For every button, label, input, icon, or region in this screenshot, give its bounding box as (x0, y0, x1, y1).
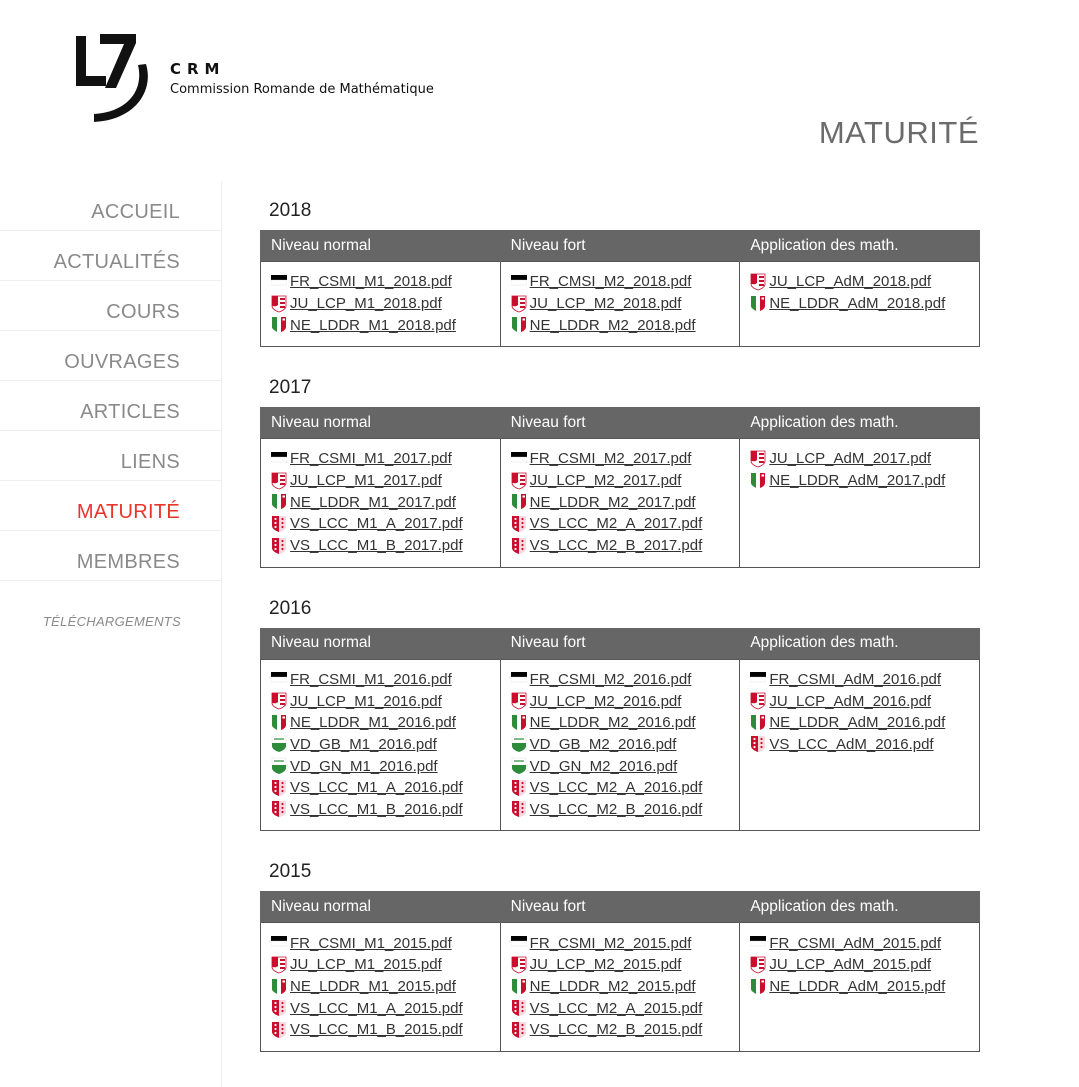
pdf-link[interactable]: VS_LCC_M1_B_2015.pdf (290, 1021, 463, 1039)
file-item (271, 777, 490, 799)
vs-flag-icon (511, 779, 527, 797)
file-item (750, 712, 969, 734)
file-list-application-des-math (740, 923, 980, 1051)
ne-flag-icon (750, 472, 766, 490)
year-section-2016 (260, 598, 980, 832)
file-list-niveau-fort (500, 262, 740, 347)
file-item (271, 997, 490, 1019)
file-item (511, 712, 730, 734)
pdf-link[interactable]: NE_LDDR_AdM_2015.pdf (769, 978, 946, 996)
pdf-link[interactable]: JU_LCP_M1_2017.pdf (290, 472, 442, 490)
vs-flag-icon (511, 537, 527, 555)
column-header-niveau-normal: Niveau normal (261, 891, 501, 923)
vs-flag-icon (271, 1021, 287, 1039)
pdf-link[interactable]: VS_LCC_M1_B_2017.pdf (290, 537, 463, 555)
ne-flag-icon (271, 316, 287, 334)
ju-flag-icon (750, 692, 766, 710)
file-item (511, 954, 730, 976)
fr-flag-icon (511, 450, 527, 468)
brand (170, 60, 434, 97)
nav-item-label: ACCUEIL (91, 201, 180, 223)
file-list-niveau-normal (261, 659, 501, 831)
file-item (511, 1019, 730, 1041)
file-item (271, 535, 490, 557)
ne-flag-icon (511, 978, 527, 996)
pdf-link[interactable]: NE_LDDR_M2_2016.pdf (529, 714, 696, 732)
vs-flag-icon (750, 735, 766, 753)
ne-flag-icon (511, 714, 527, 732)
file-item (271, 669, 490, 691)
table-row (261, 923, 980, 1051)
vd-flag-icon (511, 757, 527, 775)
vs-flag-icon (271, 800, 287, 818)
pdf-link[interactable]: NE_LDDR_AdM_2016.pdf (769, 714, 946, 732)
column-header-niveau-normal: Niveau normal (261, 628, 501, 660)
file-list-niveau-fort (500, 439, 740, 567)
year-heading: 2015 (269, 861, 312, 883)
file-item (511, 491, 730, 513)
pdf-link[interactable]: NE_LDDR_M2_2017.pdf (529, 493, 696, 511)
vs-flag-icon (511, 999, 527, 1017)
nav-item-label: COURS (106, 301, 180, 323)
pdf-link[interactable]: FR_CMSI_M2_2018.pdf (529, 273, 692, 291)
file-item (750, 293, 969, 315)
ne-flag-icon (271, 714, 287, 732)
vd-flag-icon (271, 735, 287, 753)
pdf-link[interactable]: VD_GN_M2_2016.pdf (529, 757, 678, 775)
pdf-link[interactable]: JU_LCP_AdM_2015.pdf (769, 956, 932, 974)
pdf-link[interactable]: JU_LCP_M2_2017.pdf (529, 472, 682, 490)
ju-flag-icon (511, 956, 527, 974)
nav-item-label: MATURITÉ (76, 501, 180, 523)
pdf-link[interactable]: JU_LCP_M2_2018.pdf (529, 295, 682, 313)
file-item (271, 712, 490, 734)
pdf-link[interactable]: NE_LDDR_M2_2018.pdf (529, 316, 696, 334)
pdf-link[interactable]: NE_LDDR_M1_2016.pdf (290, 714, 456, 732)
file-list-niveau-normal (261, 262, 501, 347)
nav-item-cours[interactable] (0, 281, 221, 331)
ne-flag-icon (750, 714, 766, 732)
file-list-niveau-normal (261, 923, 501, 1051)
nav-item-articles[interactable] (0, 381, 221, 431)
brand-full-name: Commission Romande de Mathématique (170, 82, 434, 97)
fr-flag-icon (750, 670, 766, 688)
table-row (261, 262, 980, 347)
pdf-link[interactable]: VS_LCC_AdM_2016.pdf (769, 735, 934, 753)
column-header-niveau-fort: Niveau fort (500, 230, 740, 262)
pdf-link[interactable]: JU_LCP_M1_2016.pdf (290, 692, 442, 710)
pdf-link[interactable]: VS_LCC_M2_A_2016.pdf (529, 779, 703, 797)
ju-flag-icon (511, 472, 527, 490)
file-item (511, 777, 730, 799)
file-item (511, 734, 730, 756)
file-item (271, 293, 490, 315)
crm-logo-icon (74, 32, 164, 128)
file-item (271, 448, 490, 470)
column-header-niveau-normal: Niveau normal (261, 407, 501, 439)
file-list-application-des-math (740, 439, 980, 567)
pdf-link[interactable]: FR_CSMI_M1_2015.pdf (290, 934, 452, 952)
nav-item-label: ACTUALITÉS (53, 251, 180, 273)
ne-flag-icon (511, 493, 527, 511)
file-item (511, 470, 730, 492)
file-item (750, 470, 969, 492)
column-header-niveau-fort: Niveau fort (500, 891, 740, 923)
vs-flag-icon (511, 1021, 527, 1039)
ne-flag-icon (750, 978, 766, 996)
exam-table (260, 407, 980, 567)
vs-flag-icon (511, 515, 527, 533)
pdf-link[interactable]: FR_CSMI_AdM_2016.pdf (769, 670, 942, 688)
pdf-link[interactable]: NE_LDDR_M1_2017.pdf (290, 493, 456, 511)
year-section-2017 (260, 377, 980, 567)
file-item (511, 669, 730, 691)
vs-flag-icon (271, 999, 287, 1017)
file-item (271, 470, 490, 492)
fr-flag-icon (271, 934, 287, 952)
pdf-link[interactable]: FR_CSMI_M2_2016.pdf (529, 670, 692, 688)
pdf-link[interactable]: FR_CSMI_M2_2015.pdf (529, 934, 692, 952)
ju-flag-icon (750, 450, 766, 468)
vs-flag-icon (271, 537, 287, 555)
file-item (750, 954, 969, 976)
nav-item-label: OUVRAGES (64, 351, 180, 373)
column-header-application-des-math: Application des math. (740, 628, 980, 660)
pdf-link[interactable]: JU_LCP_M1_2018.pdf (290, 295, 442, 313)
file-item (511, 755, 730, 777)
pdf-link[interactable]: NE_LDDR_AdM_2018.pdf (769, 295, 946, 313)
nav-item-ouvrages[interactable] (0, 331, 221, 381)
pdf-link[interactable]: JU_LCP_AdM_2016.pdf (769, 692, 932, 710)
file-item (511, 997, 730, 1019)
file-item (750, 690, 969, 712)
file-item (511, 690, 730, 712)
column-header-application-des-math: Application des math. (740, 230, 980, 262)
ju-flag-icon (511, 692, 527, 710)
ju-flag-icon (750, 956, 766, 974)
pdf-link[interactable]: VS_LCC_M2_A_2017.pdf (529, 515, 703, 533)
nav-item-accueil[interactable] (0, 181, 221, 231)
pdf-link[interactable]: NE_LDDR_M1_2018.pdf (290, 316, 456, 334)
ju-flag-icon (271, 295, 287, 313)
file-item (271, 491, 490, 513)
file-item (511, 293, 730, 315)
file-list-niveau-normal (261, 439, 501, 567)
page-title: MATURITÉ (818, 115, 979, 150)
pdf-link[interactable]: FR_CSMI_M2_2017.pdf (529, 450, 692, 468)
pdf-link[interactable]: VD_GB_M2_2016.pdf (529, 735, 677, 753)
fr-flag-icon (271, 670, 287, 688)
nav-item-label: LIENS (120, 451, 180, 473)
file-item (271, 734, 490, 756)
year-heading: 2017 (269, 377, 312, 399)
ju-flag-icon (271, 956, 287, 974)
vs-flag-icon (271, 779, 287, 797)
nav-item-liens[interactable] (0, 431, 221, 481)
year-heading: 2016 (269, 597, 312, 619)
pdf-link[interactable]: VS_LCC_M1_A_2015.pdf (290, 999, 463, 1017)
file-item (271, 690, 490, 712)
pdf-link[interactable]: FR_CSMI_M1_2018.pdf (290, 273, 452, 291)
vd-flag-icon (271, 757, 287, 775)
sidebar-nav (0, 181, 222, 1087)
nav-item-label: MEMBRES (76, 551, 180, 573)
pdf-link[interactable]: VS_LCC_M2_B_2016.pdf (529, 800, 703, 818)
pdf-link[interactable]: JU_LCP_M2_2016.pdf (529, 692, 682, 710)
column-header-niveau-normal: Niveau normal (261, 230, 501, 262)
crm-logo[interactable] (74, 32, 164, 128)
pdf-link[interactable]: VS_LCC_M1_A_2016.pdf (290, 779, 463, 797)
brand-acronym: CRM (170, 60, 226, 78)
ne-flag-icon (750, 295, 766, 313)
ju-flag-icon (271, 692, 287, 710)
file-item (271, 954, 490, 976)
ju-flag-icon (511, 295, 527, 313)
pdf-link[interactable]: FR_CSMI_M1_2017.pdf (290, 450, 452, 468)
nav-item-maturite[interactable] (0, 481, 221, 531)
file-item (271, 271, 490, 293)
pdf-link[interactable]: VD_GB_M1_2016.pdf (290, 735, 437, 753)
file-item (511, 799, 730, 821)
pdf-link[interactable]: VS_LCC_M2_B_2015.pdf (529, 1021, 703, 1039)
year-section-2018 (260, 200, 980, 347)
fr-flag-icon (271, 273, 287, 291)
file-item (271, 513, 490, 535)
file-item (750, 976, 969, 998)
file-item (271, 799, 490, 821)
vs-flag-icon (511, 800, 527, 818)
pdf-link[interactable]: VS_LCC_M1_B_2016.pdf (290, 800, 463, 818)
exam-table (260, 891, 980, 1051)
file-item (511, 314, 730, 336)
file-item (750, 669, 969, 691)
pdf-link[interactable]: VS_LCC_M2_A_2015.pdf (529, 999, 703, 1017)
file-item (511, 271, 730, 293)
file-item (271, 314, 490, 336)
fr-flag-icon (511, 273, 527, 291)
pdf-link[interactable]: NE_LDDR_M2_2015.pdf (529, 978, 696, 996)
ju-flag-icon (750, 273, 766, 291)
file-list-niveau-fort (500, 659, 740, 831)
ne-flag-icon (271, 493, 287, 511)
file-list-application-des-math (740, 659, 980, 831)
ne-flag-icon (511, 316, 527, 334)
year-heading: 2018 (269, 200, 312, 221)
fr-flag-icon (750, 934, 766, 952)
exam-table (260, 230, 980, 347)
column-header-application-des-math: Application des math. (740, 407, 980, 439)
file-list-niveau-fort (500, 923, 740, 1051)
file-item (271, 976, 490, 998)
vd-flag-icon (511, 735, 527, 753)
column-header-niveau-fort: Niveau fort (500, 407, 740, 439)
maturite-archive (260, 200, 980, 1082)
pdf-link[interactable]: VD_GN_M1_2016.pdf (290, 757, 438, 775)
pdf-link[interactable]: VS_LCC_M2_B_2017.pdf (529, 537, 703, 555)
fr-flag-icon (511, 934, 527, 952)
pdf-link[interactable]: JU_LCP_M1_2015.pdf (290, 956, 442, 974)
year-section-2015 (260, 861, 980, 1051)
file-item (750, 448, 969, 470)
file-item (750, 932, 969, 954)
pdf-link[interactable]: JU_LCP_M2_2015.pdf (529, 956, 682, 974)
pdf-link[interactable]: JU_LCP_AdM_2017.pdf (769, 450, 932, 468)
column-header-application-des-math: Application des math. (740, 891, 980, 923)
pdf-link[interactable]: VS_LCC_M1_A_2017.pdf (290, 515, 463, 533)
nav-item-actualites[interactable] (0, 231, 221, 281)
file-item (511, 535, 730, 557)
pdf-link[interactable]: NE_LDDR_AdM_2017.pdf (769, 472, 946, 490)
nav-item-membres[interactable] (0, 531, 221, 581)
nav-item-telechargements[interactable]: TÉLÉCHARGEMENTS (42, 614, 181, 629)
exam-table (260, 628, 980, 832)
table-row (261, 659, 980, 831)
column-header-niveau-fort: Niveau fort (500, 628, 740, 660)
fr-flag-icon (511, 670, 527, 688)
file-item (511, 932, 730, 954)
file-item (271, 932, 490, 954)
file-item (750, 271, 969, 293)
file-item (511, 448, 730, 470)
pdf-link[interactable]: FR_CSMI_AdM_2015.pdf (769, 934, 942, 952)
ju-flag-icon (271, 472, 287, 490)
file-item (750, 734, 969, 756)
ne-flag-icon (271, 978, 287, 996)
vs-flag-icon (271, 515, 287, 533)
pdf-link[interactable]: JU_LCP_AdM_2018.pdf (769, 273, 932, 291)
table-row (261, 439, 980, 567)
pdf-link[interactable]: FR_CSMI_M1_2016.pdf (290, 670, 452, 688)
file-item (271, 755, 490, 777)
file-item (511, 976, 730, 998)
file-list-application-des-math (740, 262, 980, 347)
fr-flag-icon (271, 450, 287, 468)
file-item (271, 1019, 490, 1041)
file-item (511, 513, 730, 535)
nav-item-label: ARTICLES (80, 401, 180, 423)
pdf-link[interactable]: NE_LDDR_M1_2015.pdf (290, 978, 456, 996)
